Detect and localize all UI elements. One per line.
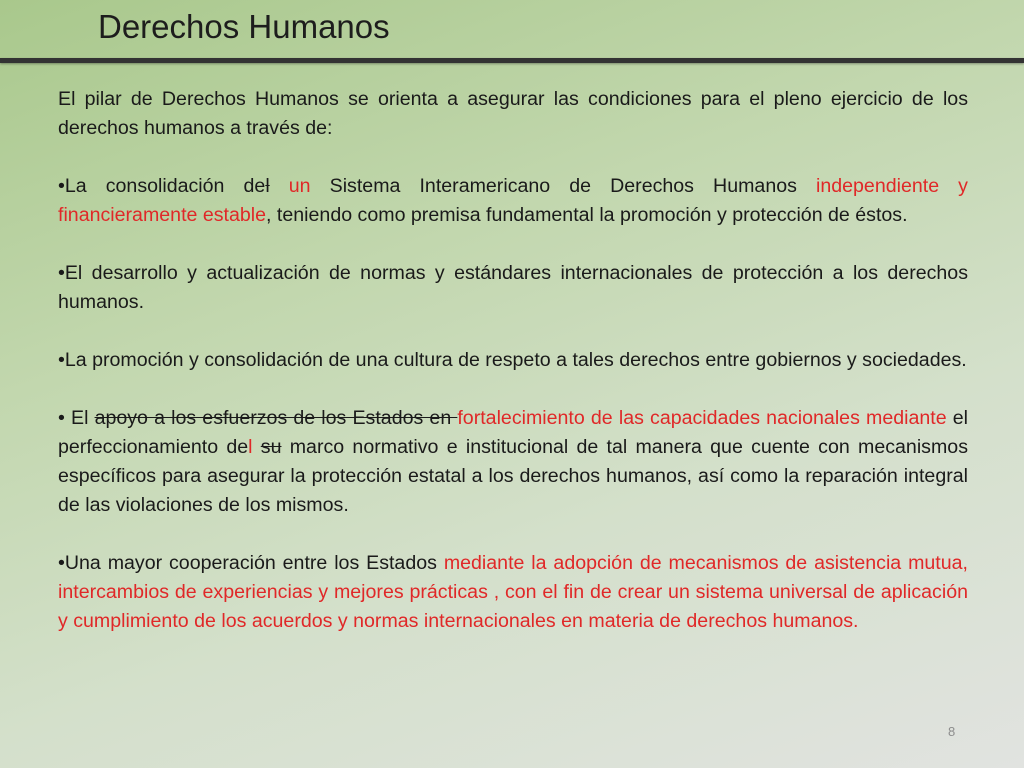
slide-body bbox=[58, 85, 968, 665]
bullet4-text-a: • El bbox=[58, 407, 95, 429]
bullet4-text-d: el perfeccionamiento de bbox=[58, 407, 968, 458]
bullet5-text-a: •Una mayor cooperación entre los Estados bbox=[58, 552, 444, 574]
bullet1-space bbox=[270, 175, 289, 197]
bullet1-inserted-word: un bbox=[288, 175, 311, 197]
title-divider bbox=[0, 58, 1024, 63]
bullet-promocion: •La promoción y consolidación de una cultura de respeto a tales derechos entre gobiernos y sociedades. bbox=[58, 349, 967, 371]
bullet-cooperacion bbox=[58, 549, 968, 636]
bullet1-text-a: •La consolidación de bbox=[58, 175, 266, 197]
bullet-apoyo bbox=[58, 404, 968, 520]
bullet4-inserted-letter: l bbox=[248, 436, 253, 458]
bullet4-struck-word: su bbox=[260, 436, 282, 458]
bullet4-space bbox=[253, 436, 261, 458]
bullet5-highlight: mediante la adopción de mecanismos de asistencia mutua, intercambios de experiencias y mejores prácticas , con el fin de crear un sistema universal de aplicación y cumplimiento de los acuerdos y normas internacionales en materia de derechos humanos. bbox=[58, 552, 968, 632]
bullet-consolidacion bbox=[58, 172, 968, 230]
bullet4-struck-phrase: apoyo a los esfuerzos de los Estados en bbox=[94, 407, 458, 429]
intro-paragraph: El pilar de Derechos Humanos se orienta a asegurar las condiciones para el pleno ejercicio de los derechos humanos a través de: bbox=[58, 88, 968, 139]
bullet1-text-e: Sistema Interamericano de Derechos Humanos bbox=[310, 175, 816, 197]
bullet1-highlight: independiente y financieramente estable bbox=[58, 175, 968, 226]
bullet4-text-h: marco normativo e institucional de tal manera que cuente con mecanismos específicos para asegurar la protección estatal a los derechos humanos, así como la reparación integral de las violaciones de los mismos. bbox=[58, 436, 968, 516]
bullet1-text-g: , teniendo como premisa fundamental la promoción y protección de éstos. bbox=[266, 204, 908, 226]
slide-title: Derechos Humanos bbox=[98, 8, 390, 45]
page-number: 8 bbox=[948, 724, 956, 739]
bullet1-struck-letter: l bbox=[265, 175, 270, 197]
bullet4-highlight: fortalecimiento de las capacidades nacionales mediante bbox=[457, 407, 947, 429]
bullet-desarrollo: •El desarrollo y actualización de normas y estándares internacionales de protección a los derechos humanos. bbox=[58, 262, 968, 313]
